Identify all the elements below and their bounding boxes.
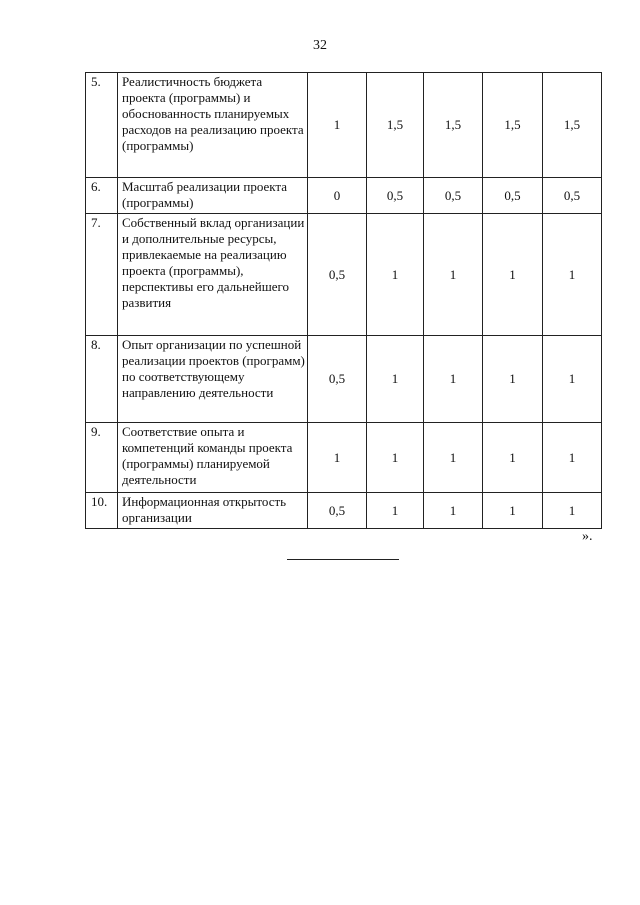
row-number: 10. <box>86 493 118 529</box>
score-cell: 1 <box>543 423 602 493</box>
row-number: 7. <box>86 214 118 336</box>
table-row <box>86 73 602 178</box>
score-cell: 1,5 <box>424 73 483 178</box>
score-cell: 0,5 <box>308 336 367 423</box>
score-cell: 1 <box>424 493 483 529</box>
criterion-text: Реалистичность бюджета проекта (программы) и обоснованность планируемых расходов на реализацию проекта (программы) <box>118 73 308 178</box>
score-cell: 1 <box>543 214 602 336</box>
criterion-text: Собственный вклад организации и дополнительные ресурсы, привлекаемые на реализацию проекта (программы), перспективы его дальнейшего развития <box>118 214 308 336</box>
score-cell: 1 <box>367 423 424 493</box>
table-row <box>86 493 602 529</box>
closing-quote: ». <box>582 529 593 544</box>
row-number: 8. <box>86 336 118 423</box>
separator-line <box>287 559 399 560</box>
score-cell: 1 <box>367 214 424 336</box>
table-row <box>86 214 602 336</box>
score-cell: 1 <box>483 423 543 493</box>
criterion-text: Соответствие опыта и компетенций команды проекта (программы) планируемой деятельности <box>118 423 308 493</box>
score-cell: 1 <box>308 423 367 493</box>
score-cell: 0,5 <box>367 178 424 214</box>
score-cell: 1 <box>543 336 602 423</box>
score-cell: 0,5 <box>424 178 483 214</box>
score-cell: 0,5 <box>308 214 367 336</box>
score-cell: 1 <box>424 423 483 493</box>
score-cell: 0 <box>308 178 367 214</box>
score-cell: 1,5 <box>543 73 602 178</box>
score-cell: 1 <box>308 73 367 178</box>
score-cell: 1 <box>424 336 483 423</box>
row-number: 6. <box>86 178 118 214</box>
criterion-text: Информационная открытость организации <box>118 493 308 529</box>
score-cell: 1,5 <box>483 73 543 178</box>
table-row <box>86 178 602 214</box>
table-row <box>86 423 602 493</box>
row-number: 9. <box>86 423 118 493</box>
table-row <box>86 336 602 423</box>
score-cell: 0,5 <box>308 493 367 529</box>
score-cell: 1 <box>543 493 602 529</box>
score-cell: 1 <box>483 214 543 336</box>
score-cell: 0,5 <box>543 178 602 214</box>
row-number: 5. <box>86 73 118 178</box>
criterion-text: Масштаб реализации проекта (программы) <box>118 178 308 214</box>
score-cell: 1 <box>424 214 483 336</box>
page-number: 32 <box>313 38 327 53</box>
criteria-table <box>85 72 602 529</box>
criterion-text: Опыт организации по успешной реализации проектов (программ) по соответствующему направлению деятельности <box>118 336 308 423</box>
score-cell: 1 <box>367 493 424 529</box>
score-cell: 0,5 <box>483 178 543 214</box>
score-cell: 1,5 <box>367 73 424 178</box>
score-cell: 1 <box>483 493 543 529</box>
score-cell: 1 <box>367 336 424 423</box>
score-cell: 1 <box>483 336 543 423</box>
